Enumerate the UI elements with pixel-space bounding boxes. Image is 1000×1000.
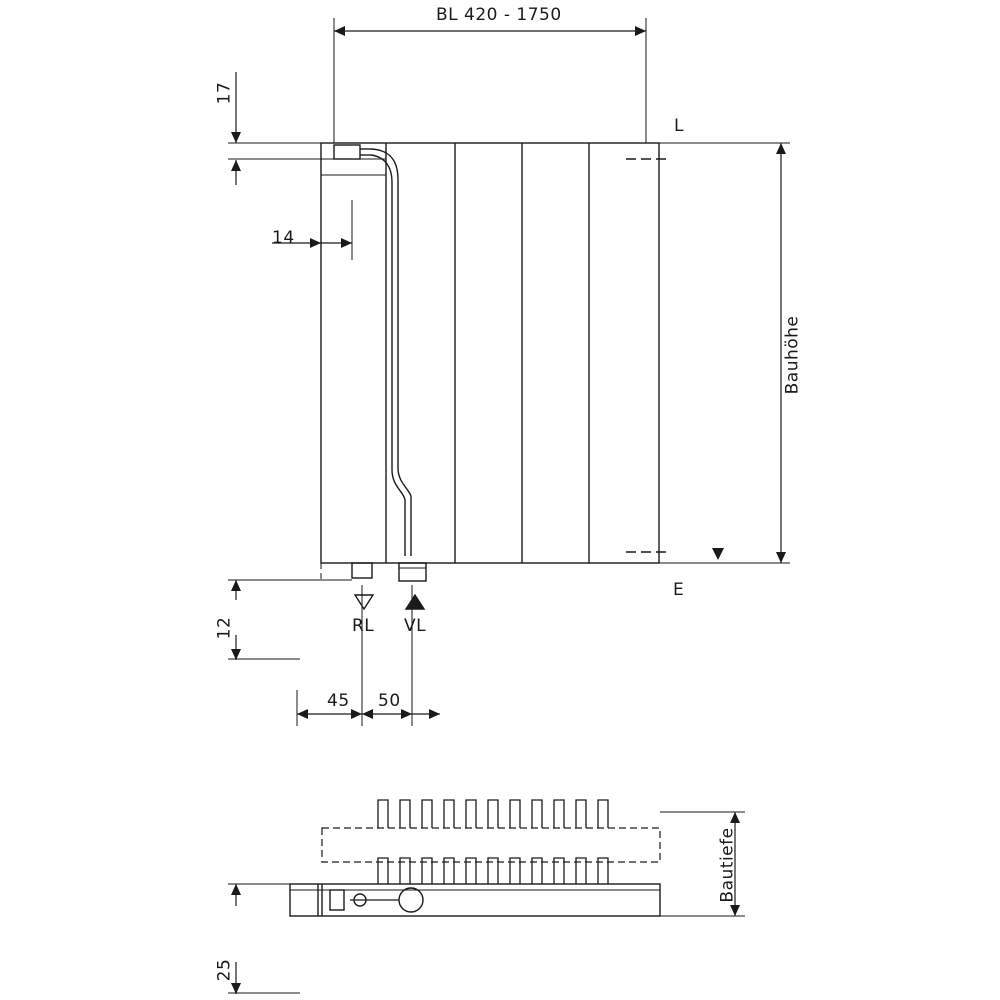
dimension-bauhoehe [659, 143, 790, 563]
label-12: 12 [214, 616, 235, 640]
flow-symbols [355, 595, 424, 609]
label-25: 25 [214, 958, 235, 982]
dimension-17 [228, 72, 330, 185]
label-45: 45 [327, 691, 350, 711]
radiator-section-view [290, 800, 660, 916]
label-rl: RL [352, 616, 375, 636]
label-e: E [673, 580, 685, 600]
label-l: L [674, 116, 684, 136]
dimension-12 [228, 580, 352, 660]
radiator-front-view [321, 143, 668, 581]
label-bl: BL 420 - 1750 [436, 5, 562, 25]
label-bautiefe: Bautiefe [717, 827, 738, 903]
label-17: 17 [214, 81, 235, 105]
label-vl: VL [404, 616, 427, 636]
label-14: 14 [272, 228, 295, 248]
dimension-bl [334, 18, 646, 143]
dimension-25 [228, 884, 300, 994]
label-50: 50 [378, 691, 401, 711]
label-bauhoehe: Bauhöhe [782, 315, 803, 395]
